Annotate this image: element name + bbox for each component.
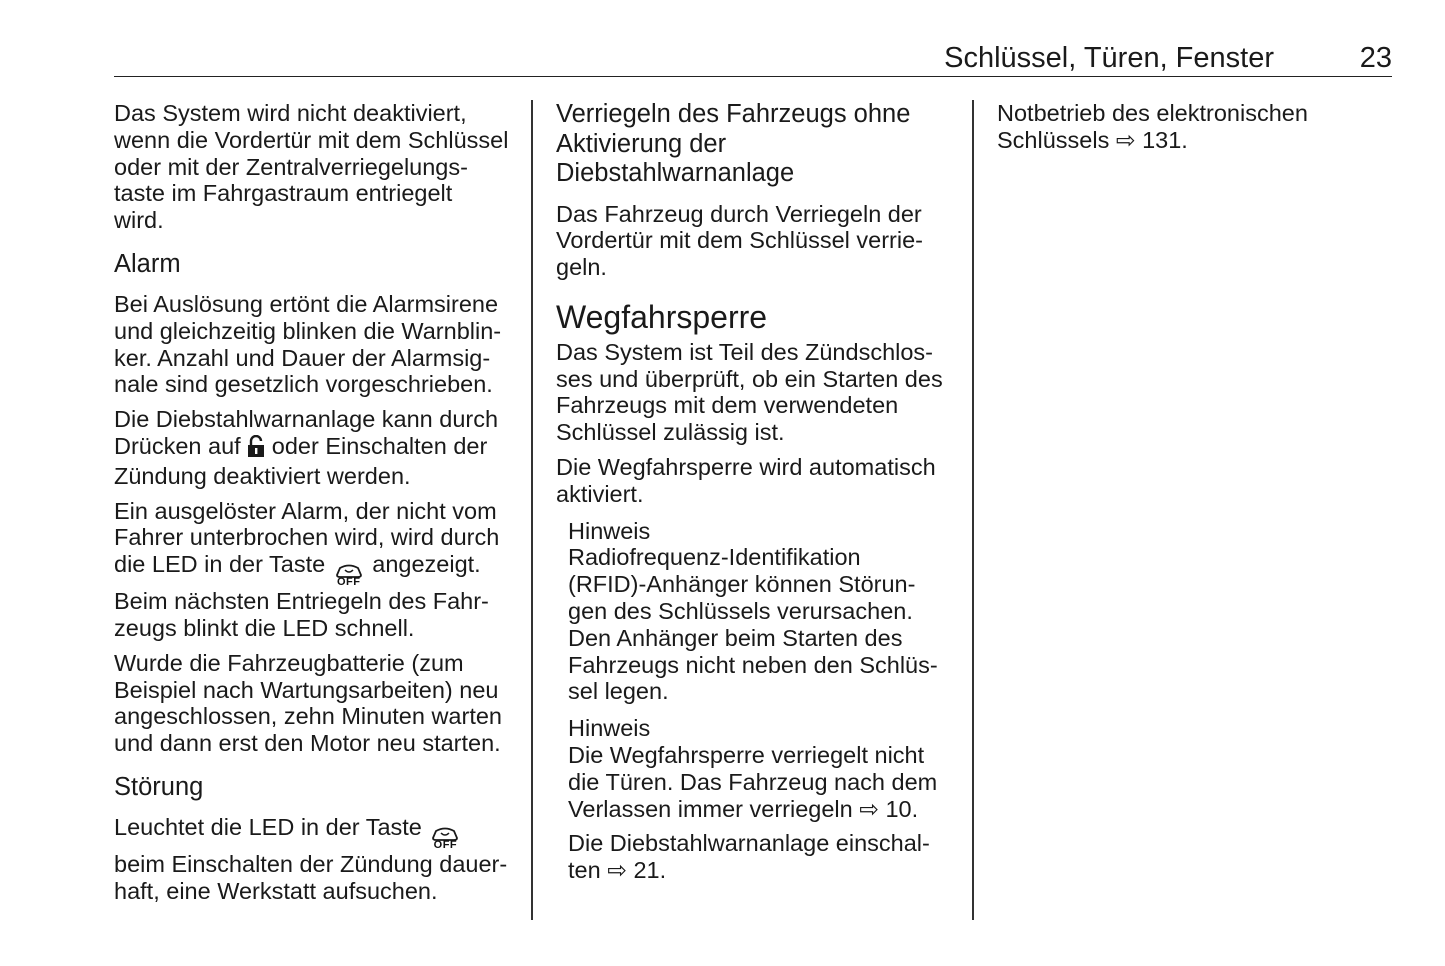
page-ref-link[interactable]: 10.	[885, 795, 919, 822]
note-box	[568, 518, 956, 884]
heading-wegfahrsperre: Wegfahrsperre	[556, 298, 768, 335]
text: Die Diebstahlwarnanlage einschal- ten	[568, 830, 930, 884]
column-2	[556, 100, 956, 892]
paragraph	[114, 814, 514, 905]
paragraph: Die Wegfahrsperre wird automatisch aktiviert.	[556, 454, 936, 507]
paragraph	[997, 100, 1397, 154]
paragraph: Das System ist Teil des Zündschlos- ses und überprüft, ob ein Starten des Fahrzeugs mit dem verwendeten Schlüssel zulässig ist.	[556, 338, 943, 446]
column-divider	[972, 100, 974, 920]
text: Die Diebstahlwarnanlage kann durch Drücken auf	[114, 406, 499, 459]
note-title: Hinweis	[568, 517, 651, 544]
page-ref-arrow-icon: ⇨	[607, 857, 634, 884]
paragraph: Bei Auslösung ertönt die Alarmsirene und gleichzeitig blinken die Warnblin- ker. Anzahl und Dauer der Alarmsig- nale sind gesetzlich vorgeschrieben.	[114, 290, 502, 398]
page-number: 23	[1359, 42, 1392, 74]
page-ref-link[interactable]: 131.	[1142, 126, 1188, 153]
text: Leuchtet die LED in der Taste	[114, 813, 429, 840]
car-alarm-off-icon	[428, 825, 462, 851]
page-ref-link[interactable]: 21.	[633, 857, 667, 884]
text: beim Einschalten der Zündung dauer- haft, eine Werkstatt aufsuchen.	[114, 850, 508, 904]
heading-verriegeln: Verriegeln des Fahrzeugs ohne Aktivierung der Diebstahlwarnanlage	[556, 100, 911, 187]
text: Notbetrieb des elektronischen Schlüssels	[997, 100, 1308, 153]
column-3	[997, 100, 1397, 162]
note-title: Hinweis	[568, 715, 651, 742]
heading-stoerung: Störung	[114, 772, 204, 801]
heading-alarm: Alarm	[114, 249, 181, 278]
paragraph: Wurde die Fahrzeugbatterie (zum Beispiel nach Wartungsarbeiten) neu angeschlossen, zehn Minuten warten und dann erst den Motor neu starten.	[114, 649, 502, 757]
column-1	[114, 100, 514, 913]
text: Die Wegfahrsperre verriegelt nicht die Türen. Das Fahrzeug nach dem Verlassen immer verriegeln	[568, 742, 938, 822]
note-text	[568, 742, 956, 822]
page-header	[114, 40, 1392, 77]
paragraph	[568, 830, 956, 884]
paragraph: Das Fahrzeug durch Verriegeln der Vordertür mit dem Schlüssel verrie- geln.	[556, 200, 923, 281]
car-alarm-off-icon	[332, 562, 366, 588]
text: angezeigt. Beim nächsten Entriegeln des Fahr- zeugs blinkt die LED schnell.	[114, 551, 489, 641]
off-label: OFF	[336, 576, 361, 589]
page-ref-arrow-icon: ⇨	[1115, 126, 1143, 153]
paragraph	[114, 498, 514, 642]
chapter-title: Schlüssel, Türen, Fenster	[944, 42, 1274, 74]
column-divider	[531, 100, 533, 920]
note-text: Radiofrequenz-Identifikation (RFID)-Anhänger können Störun- gen des Schlüssels verursachen. Den Anhänger beim Starten des Fahrzeugs nicht neben den Schlüs- sel legen.	[568, 544, 938, 705]
text: Ein ausgelöster Alarm, der nicht vom Fahrer unterbrochen wird, wird durch die LED in der Taste	[114, 497, 500, 578]
paragraph: Das System wird nicht deaktiviert, wenn die Vordertür mit dem Schlüssel oder mit der Zentralverriegelungs- taste im Fahrgastraum entriegelt wird.	[114, 100, 509, 234]
lock-open-icon	[247, 435, 265, 463]
paragraph	[114, 406, 514, 489]
page-ref-arrow-icon: ⇨	[859, 795, 886, 822]
text: oder Einschalten der Zündung deaktiviert werden.	[114, 432, 488, 489]
off-label: OFF	[433, 838, 458, 851]
